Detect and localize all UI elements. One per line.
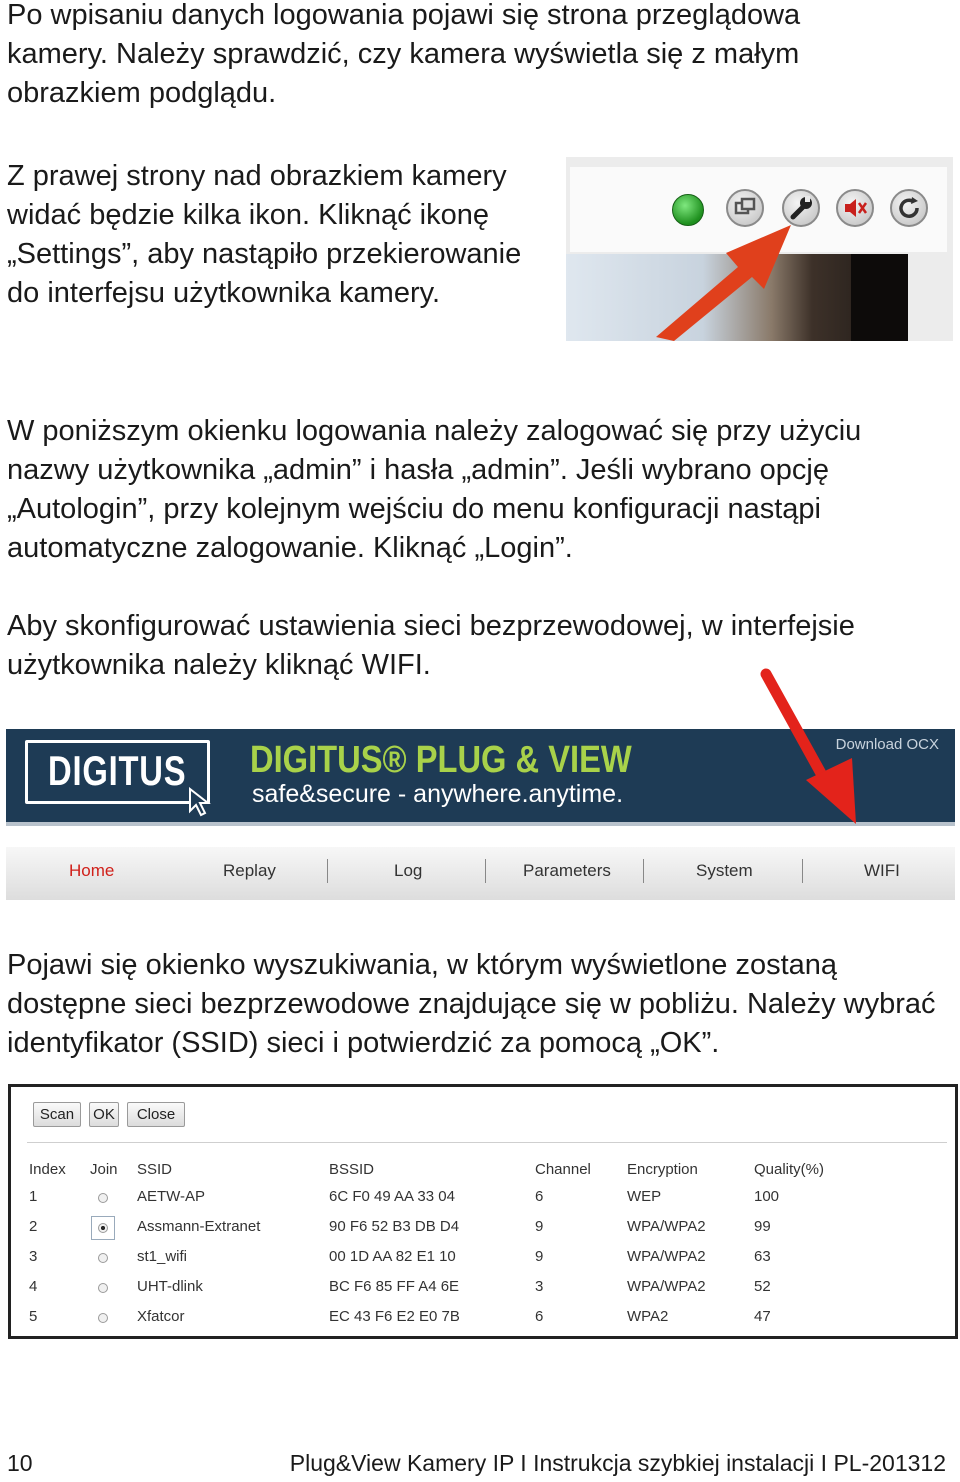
red-arrow-icon — [646, 217, 796, 341]
download-ocx-link[interactable]: Download OCX — [835, 736, 939, 753]
table-cell-encryption: WPA/WPA2 — [627, 1248, 706, 1265]
nav-separator — [802, 859, 803, 883]
wifi-paragraph: Aby skonfigurować ustawienia sieci bezprzewodowej, w interfejsie użytkownika należy kliknąć WIFI. — [7, 610, 855, 681]
nav-separator — [643, 859, 644, 883]
table-cell-index: 5 — [29, 1308, 38, 1325]
brand-tagline: safe&secure - anywhere.anytime. — [252, 780, 624, 808]
ok-button[interactable]: OK — [89, 1102, 119, 1127]
column-header: Index — [29, 1161, 66, 1178]
table-cell-channel: 9 — [535, 1218, 544, 1235]
nav-system[interactable]: System — [696, 861, 753, 880]
nav-separator — [485, 859, 486, 883]
column-header: Encryption — [627, 1161, 698, 1178]
table-cell-ssid: AETW-AP — [137, 1188, 206, 1205]
intro-paragraph: Po wpisaniu danych logowania pojawi się strona przeglądowa kamery. Należy sprawdzić, czy kamera wyświetla się z małym obrazkiem podglądu. — [7, 0, 801, 109]
brand-title: DIGITUS® PLUG & VIEW — [250, 739, 632, 781]
table-cell-channel: 3 — [535, 1278, 544, 1295]
panel-divider — [27, 1142, 947, 1143]
table-cell-encryption: WPA2 — [627, 1308, 669, 1325]
cursor-icon — [186, 787, 218, 819]
table-cell-quality: 52 — [754, 1278, 771, 1295]
nav-wifi[interactable]: WIFI — [864, 861, 900, 880]
scan-paragraph: Pojawi się okienko wyszukiwania, w którym wyświetlone zostaną dostępne sieci bezprzewodowe znajdujące się w pobliżu. Należy wybrać identyfikator (SSID) sieci i potwierdzić za pomocą „OK”. — [7, 949, 936, 1059]
nav-parameters[interactable]: Parameters — [523, 861, 611, 880]
digitus-logo: DIGITUS — [48, 747, 187, 794]
column-header: SSID — [137, 1161, 173, 1178]
column-header: Channel — [535, 1161, 591, 1178]
close-button[interactable]: Close — [127, 1102, 185, 1127]
table-cell-index: 1 — [29, 1188, 38, 1205]
table-cell-bssid: 6C F0 49 AA 33 04 — [329, 1188, 455, 1205]
table-cell-ssid: Assmann-Extranet — [137, 1218, 261, 1235]
join-radio[interactable] — [98, 1193, 108, 1203]
table-cell-quality: 47 — [754, 1308, 771, 1325]
login-paragraph: W poniższym okienku logowania należy zalogować się przy użyciu nazwy użytkownika „admin” i hasła „admin”. Jeśli wybrano opcję „Autologin”, przy kolejnym wejściu do menu konfiguracji nastąpi automatyczne zalogowanie. Kliknąć „Login”. — [7, 415, 862, 564]
column-header: BSSID — [329, 1161, 375, 1178]
table-cell-index: 3 — [29, 1248, 38, 1265]
nav-home[interactable]: Home — [69, 861, 115, 880]
table-cell-ssid: st1_wifi — [137, 1248, 188, 1265]
table-cell-bssid: EC 43 F6 E2 E0 7B — [329, 1308, 460, 1325]
nav-log[interactable]: Log — [394, 861, 423, 880]
refresh-icon[interactable] — [890, 189, 928, 227]
table-cell-channel: 9 — [535, 1248, 544, 1265]
red-arrow-icon — [756, 668, 866, 828]
table-cell-encryption: WPA/WPA2 — [627, 1278, 706, 1295]
camera-overview-screenshot — [566, 157, 953, 341]
wifi-scan-panel — [8, 1084, 958, 1339]
nav-separator — [327, 859, 328, 883]
settings-icon-paragraph: Z prawej strony nad obrazkiem kamery widać będzie kilka ikon. Kliknąć ikonę „Settings”, aby nastąpiło przekierowanie do interfejsu użytkownika kamery. — [7, 160, 522, 309]
table-cell-quality: 100 — [754, 1188, 780, 1205]
table-cell-bssid: BC F6 85 FF A4 6E — [329, 1278, 460, 1295]
nav-replay[interactable]: Replay — [223, 861, 276, 880]
table-cell-channel: 6 — [535, 1188, 544, 1205]
join-radio[interactable] — [98, 1283, 108, 1293]
page-number: 10 — [7, 1450, 33, 1476]
scan-button[interactable]: Scan — [33, 1102, 81, 1127]
column-header: Quality(%) — [754, 1161, 825, 1178]
table-cell-index: 2 — [29, 1218, 38, 1235]
camera-preview-shadow — [851, 254, 908, 341]
footer-title: Plug&View Kamery IP I Instrukcja szybkiej instalacji I PL-201312 — [289, 1450, 946, 1476]
table-cell-ssid: UHT-dlink — [137, 1278, 203, 1295]
join-radio[interactable] — [98, 1253, 108, 1263]
table-cell-encryption: WEP — [627, 1188, 662, 1205]
table-cell-quality: 99 — [754, 1218, 771, 1235]
table-cell-ssid: Xfatcor — [137, 1308, 185, 1325]
table-cell-bssid: 00 1D AA 82 E1 10 — [329, 1248, 456, 1265]
table-cell-index: 4 — [29, 1278, 38, 1295]
main-nav — [6, 847, 955, 900]
table-cell-bssid: 90 F6 52 B3 DB D4 — [329, 1218, 460, 1235]
join-radio[interactable] — [98, 1223, 108, 1233]
join-radio[interactable] — [98, 1313, 108, 1323]
table-cell-encryption: WPA/WPA2 — [627, 1218, 706, 1235]
table-cell-quality: 63 — [754, 1248, 771, 1265]
table-cell-channel: 6 — [535, 1308, 544, 1325]
column-header: Join — [90, 1161, 118, 1178]
mute-icon[interactable] — [836, 189, 874, 227]
